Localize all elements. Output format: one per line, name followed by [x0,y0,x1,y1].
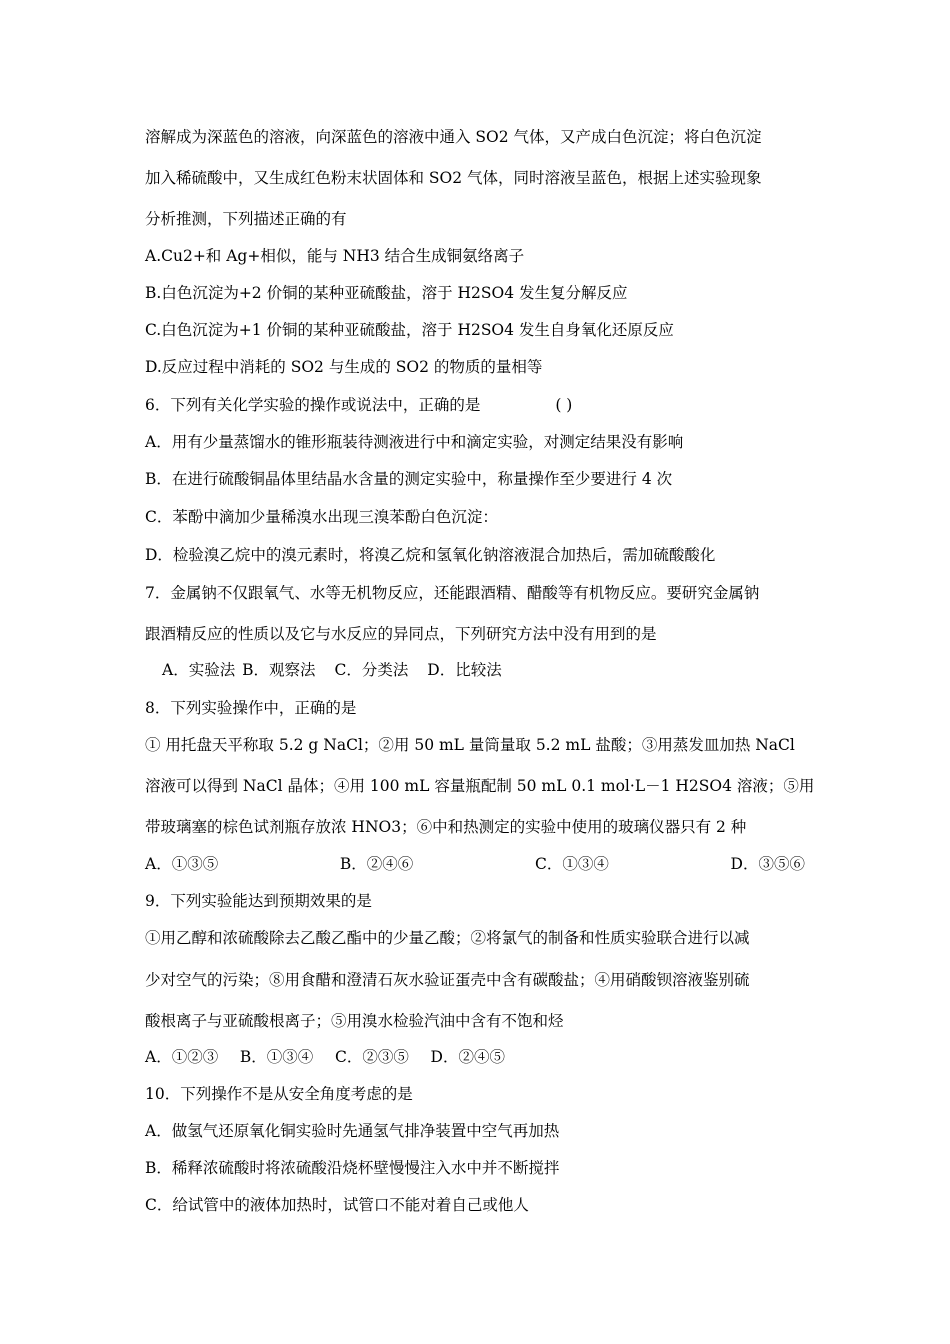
q8-body-line3: 带玻璃塞的棕色试剂瓶存放浓 HNO3；⑥中和热测定的实验中使用的玻璃仪器只有 2 种 [145,818,747,836]
q9-stem: 9．下列实验能达到预期效果的是 [145,892,372,910]
q7-option-c: C．分类法 [334,661,409,679]
q5-option-c: C.白色沉淀为+1 价铜的某种亚硫酸盐，溶于 H2SO4 发生自身氧化还原反应 [145,321,674,339]
q7-stem-line1: 7．金属钠不仅跟氧气、水等无机物反应，还能跟酒精、醋酸等有机物反应。要研究金属钠 [145,584,760,602]
q5-option-d: D.反应过程中消耗的 SO2 与生成的 SO2 的物质的量相等 [145,358,543,376]
q6-stem-line [145,395,572,415]
q8-body-line1: ① 用托盘天平称取 5.2 g NaCl；②用 50 mL 量筒量取 5.2 mL 盐酸；③用蒸发皿加热 NaCl [145,736,795,754]
q8-option-c: C．①③④ [534,855,609,873]
q9-option-a: A．①②③ [145,1048,219,1066]
q5-option-a: A.Cu2+和 Ag+相似，能与 NH3 结合生成铜氨络离子 [145,247,525,265]
q8-option-b: B．②④⑥ [339,855,414,873]
q5-option-b: B.白色沉淀为+2 价铜的某种亚硫酸盐，溶于 H2SO4 发生复分解反应 [145,284,628,302]
q8-options [145,854,805,874]
q6-option-d: D．检验溴乙烷中的溴元素时，将溴乙烷和氢氧化钠溶液混合加热后，需加硫酸酸化 [145,546,716,564]
q6-option-a: A．用有少量蒸馏水的锥形瓶装待测液进行中和滴定实验，对测定结果没有影响 [145,433,684,451]
q7-stem-line2: 跟酒精反应的性质以及它与水反应的异同点，下列研究方法中没有用到的是 [145,625,657,643]
q8-stem: 8．下列实验操作中，正确的是 [145,699,357,717]
q9-options [145,1047,505,1067]
q8-body-line2: 溶液可以得到 NaCl 晶体；④用 100 mL 容量瓶配制 50 mL 0.1 mol·L－1 H2SO4 溶液；⑤用 [145,777,815,795]
q9-option-b: B．①③④ [239,1048,314,1066]
q5-stem-line3: 分析推测，下列描述正确的有 [145,210,347,228]
q9-option-c: C．②③⑤ [334,1048,409,1066]
q9-body-line1: ①用乙醇和浓硫酸除去乙酸乙酯中的少量乙酸；②将氯气的制备和性质实验联合进行以减 [145,929,750,947]
q7-options [162,660,524,680]
q6-option-b: B．在进行硫酸铜晶体里结晶水含量的测定实验中，称量操作至少要进行 4 次 [145,470,673,488]
q10-option-b: B．稀释浓硫酸时将浓硫酸沿烧杯壁慢慢注入水中并不断搅拌 [145,1159,560,1177]
q5-stem-line2: 加入稀硫酸中，又生成红色粉末状固体和 SO2 气体，同时溶液呈蓝色，根据上述实验现象 [145,169,762,187]
q10-option-a: A．做氢气还原氧化铜实验时先通氢气排净装置中空气再加热 [145,1122,560,1140]
q10-stem: 10．下列操作不是从安全角度考虑的是 [145,1085,413,1103]
q7-option-a: A．实验法 [162,661,236,679]
q10-option-c: C．给试管中的液体加热时，试管口不能对着自己或他人 [145,1196,529,1214]
q8-option-a: A．①③⑤ [145,855,219,873]
q6-answer-blank: ( ) [555,396,573,414]
q6-option-c: C．苯酚中滴加少量稀溴水出现三溴苯酚白色沉淀： [145,508,498,526]
q9-body-line3: 酸根离子与亚硫酸根离子；⑤用溴水检验汽油中含有不饱和烃 [145,1012,564,1030]
q7-option-b: B．观察法 [242,661,316,679]
q9-option-d: D．②④⑤ [430,1048,505,1066]
q9-body-line2: 少对空气的污染；⑧用食醋和澄清石灰水验证蛋壳中含有碳酸盐；④用硝酸钡溶液鉴别硫 [145,971,750,989]
q7-option-d: D．比较法 [427,661,502,679]
q5-stem-line1: 溶解成为深蓝色的溶液，向深蓝色的溶液中通入 SO2 气体，又产成白色沉淀；将白色沉淀 [145,128,762,146]
q6-stem: 6．下列有关化学实验的操作或说法中，正确的是 [145,396,481,414]
q8-option-d: D．③⑤⑥ [730,855,805,873]
